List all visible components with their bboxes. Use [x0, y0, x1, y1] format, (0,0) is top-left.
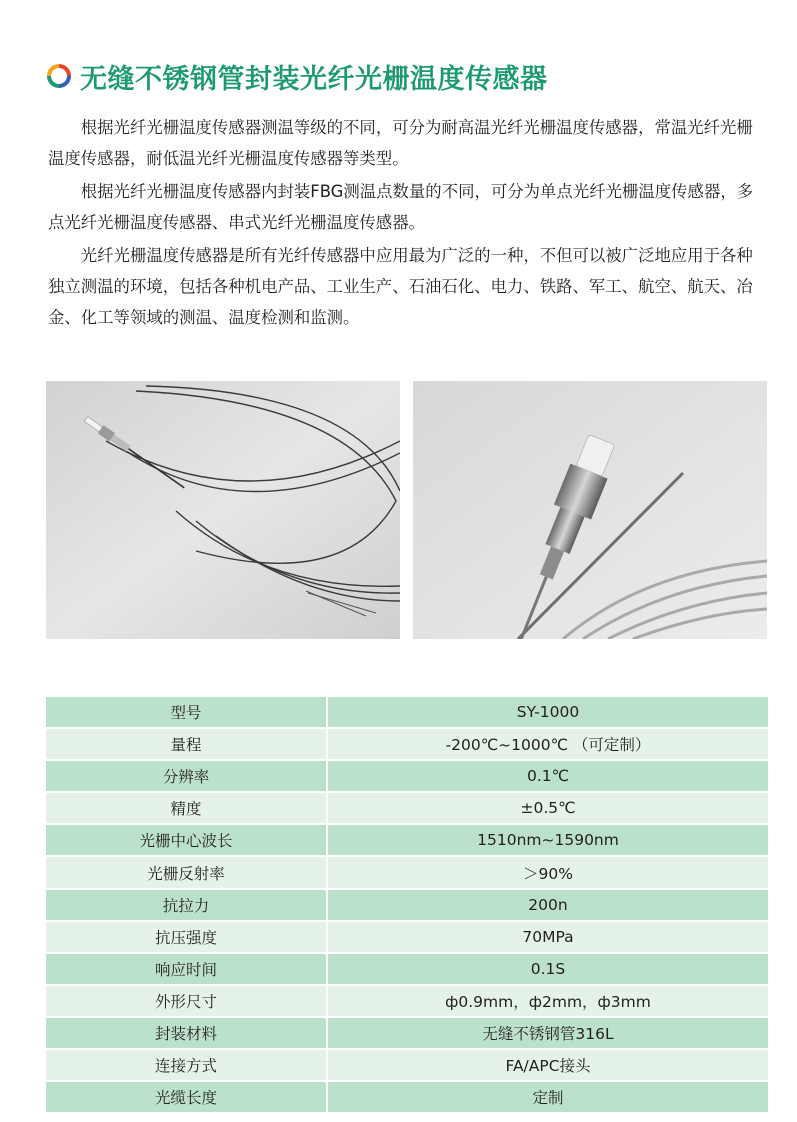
- spec-row: [46, 1049, 768, 1081]
- spec-label: 光栅中心波长: [46, 824, 327, 856]
- spec-value: 70MPa: [327, 921, 768, 953]
- product-photo-coil: [46, 381, 400, 639]
- paragraph-text: 根据光纤光栅温度传感器内封装FBG测温点数量的不同，可分为单点光纤光栅温度传感器，多点光纤光栅温度传感器、串式光纤光栅温度传感器。: [48, 182, 754, 232]
- spec-label: 抗拉力: [46, 889, 327, 921]
- spec-value: 1510nm~1590nm: [327, 824, 768, 856]
- spec-value: 0.1℃: [327, 760, 768, 792]
- spec-value: FA/APC接头: [327, 1049, 768, 1081]
- spec-value: ＞90%: [327, 856, 768, 888]
- spec-row: [46, 921, 768, 953]
- spec-row: [46, 889, 768, 921]
- spec-row: [46, 856, 768, 888]
- spec-row: [46, 985, 768, 1017]
- spec-row: [46, 728, 768, 760]
- spec-value: 200n: [327, 889, 768, 921]
- spec-row: [46, 824, 768, 856]
- spec-value: 定制: [327, 1081, 768, 1113]
- intro-paragraph-3: [48, 240, 764, 333]
- spec-row: [46, 953, 768, 985]
- spec-row: [46, 760, 768, 792]
- spec-value: ±0.5℃: [327, 792, 768, 824]
- spec-label: 外形尺寸: [46, 985, 327, 1017]
- spec-value: -200℃~1000℃ （可定制）: [327, 728, 768, 760]
- spec-row: [46, 697, 768, 728]
- spec-label: 型号: [46, 697, 327, 728]
- spec-label: 封装材料: [46, 1017, 327, 1049]
- spec-row: [46, 1081, 768, 1113]
- intro-paragraph-1: [48, 112, 764, 174]
- spec-row: [46, 1017, 768, 1049]
- spec-label: 抗压强度: [46, 921, 327, 953]
- spec-label: 量程: [46, 728, 327, 760]
- paragraph-text: 光纤光栅温度传感器是所有光纤传感器中应用最为广泛的一种，不但可以被广泛地应用于各种独立测温的环境，包括各种机电产品、工业生产、石油石化、电力、铁路、军工、航空、航天、冶金、化工等领域的测温、温度检测和监测。: [48, 246, 753, 327]
- page-heading: [46, 56, 548, 96]
- spec-row: [46, 792, 768, 824]
- spec-label: 连接方式: [46, 1049, 327, 1081]
- spec-label: 光栅反射率: [46, 856, 327, 888]
- ring-logo-icon: [46, 63, 72, 89]
- paragraph-text: 根据光纤光栅温度传感器测温等级的不同，可分为耐高温光纤光栅温度传感器，常温光纤光栅温度传感器，耐低温光纤光栅温度传感器等类型。: [48, 118, 753, 168]
- page-title: 无缝不锈钢管封装光纤光栅温度传感器: [80, 63, 548, 95]
- spec-value: SY-1000: [327, 697, 768, 728]
- product-photo-connector: [413, 381, 767, 639]
- spec-label: 精度: [46, 792, 327, 824]
- spec-label: 分辨率: [46, 760, 327, 792]
- spec-label: 响应时间: [46, 953, 327, 985]
- spec-label: 光缆长度: [46, 1081, 327, 1113]
- spec-table: [46, 697, 768, 1114]
- spec-value: ф0.9mm，ф2mm，ф3mm: [327, 985, 768, 1017]
- spec-value: 0.1S: [327, 953, 768, 985]
- intro-paragraph-2: [48, 176, 764, 238]
- spec-value: 无缝不锈钢管316L: [327, 1017, 768, 1049]
